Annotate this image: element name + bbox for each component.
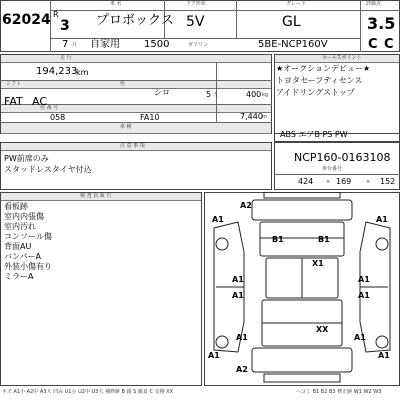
sales-point-item: ★オークションデビュー★	[276, 64, 371, 73]
damage-mark: A1	[236, 333, 248, 342]
equipment-list: ABS エアB PS PW	[280, 130, 348, 139]
load-unit: kg	[262, 92, 269, 98]
inspection-label: 車 検	[120, 124, 132, 130]
sales-point-item: アイドリングストップ	[276, 88, 355, 97]
lot-number: 62024	[2, 12, 51, 28]
usage-type: 自家用	[90, 39, 120, 50]
damage-mark: B1	[272, 235, 284, 244]
damage-mark: A1	[358, 275, 370, 284]
grade-header-label: グレード	[286, 1, 307, 7]
sales-points-title: セールスポイント	[322, 55, 362, 61]
mileage-unit: km	[76, 68, 89, 77]
shift-label: シフト	[6, 81, 22, 87]
score-header-label: 評価点	[366, 1, 382, 7]
seats-value: 5	[206, 90, 212, 99]
trim-no-value: FA10	[140, 113, 160, 122]
inspector-line: バンパーA	[4, 252, 41, 261]
inspector-line: 外装小傷有り	[4, 262, 52, 271]
legend-right: ヘコミ B1 B2 B3 修正跡 W1 W2 W3	[296, 389, 382, 395]
chassis-number: NCP160-0163108	[294, 151, 391, 164]
spec-header-bar	[1, 55, 271, 63]
month-unit: 月	[72, 42, 78, 48]
damage-mark: X1	[312, 259, 324, 268]
load-value: 400	[246, 90, 262, 99]
grade-value: GL	[282, 14, 301, 30]
seats-unit: 人	[213, 92, 219, 98]
damage-mark: A1	[376, 215, 388, 224]
color-no-value: 058	[50, 113, 66, 122]
model-year: 3	[60, 18, 70, 34]
color-label: 色	[120, 81, 126, 87]
fuel-type: ガソリン	[188, 42, 209, 48]
damage-mark: A1	[232, 291, 244, 300]
registration-month: 7	[62, 39, 69, 50]
cross-mark-1: ×	[326, 179, 331, 185]
inspector-line: 背面AU	[4, 242, 32, 251]
car-damage-diagram	[204, 192, 400, 386]
inspector-line: 室内汚れ	[4, 222, 36, 231]
cross-mark-2: ×	[366, 179, 371, 185]
damage-mark: A2	[236, 365, 248, 374]
inspector-line: 看板跡	[4, 202, 28, 211]
mileage-label: 走 行	[60, 55, 72, 61]
damage-mark: A1	[358, 291, 370, 300]
inspector-line: ミラーA	[4, 272, 34, 281]
legend-left: キズ A1小 A2中 A3大 凹み U1小 U2中 U3大 補修跡 B 錆 S 腐食 C 交換 XX	[2, 389, 174, 395]
aircon: AC	[32, 95, 48, 108]
length-unit: m	[262, 114, 267, 120]
interior-grade: C	[368, 37, 378, 52]
door-header-label: ドア形状	[186, 1, 206, 7]
color-no-label: 色 番 号	[40, 105, 59, 111]
score-value: 3.5	[367, 14, 396, 33]
inspector-title: 検 査 員 報 告	[80, 193, 112, 199]
model-name: プロボックス	[96, 13, 174, 28]
damage-mark: A1	[208, 351, 220, 360]
exterior-grade: C	[384, 37, 394, 52]
color-value: シロ	[154, 88, 170, 97]
name-header-label: 車 名	[110, 1, 122, 7]
door-type: 5V	[186, 14, 205, 30]
length-value: 7,440	[240, 112, 263, 121]
damage-mark: A1	[212, 215, 224, 224]
inspector-line: コンソール傷	[4, 232, 52, 241]
note-line: PW前席のみ	[4, 154, 49, 163]
note-line: スタッドレスタイヤ付込	[4, 165, 92, 174]
displacement: 1500	[144, 39, 170, 50]
damage-mark: A1	[378, 351, 390, 360]
transmission: FAT	[4, 95, 23, 108]
dimension-height: 152	[380, 177, 396, 186]
mileage-value: 194,233	[36, 66, 78, 77]
damage-mark: A1	[232, 275, 244, 284]
dimension-width: 169	[336, 177, 352, 186]
damage-mark: XX	[316, 325, 329, 334]
inspector-line: 室内内張傷	[4, 212, 44, 221]
model-code: 5BE-NCP160V	[258, 39, 328, 50]
notes-title: 注 意 事 項	[120, 143, 145, 149]
sales-point-item: トヨタセーフティセンス	[276, 76, 363, 85]
damage-mark: A2	[240, 201, 252, 210]
damage-mark: A1	[354, 333, 366, 342]
dimension-length: 424	[298, 177, 314, 186]
damage-mark: B1	[318, 235, 330, 244]
chassis-label: 車台番号	[322, 166, 343, 172]
era-label: R	[53, 10, 59, 19]
